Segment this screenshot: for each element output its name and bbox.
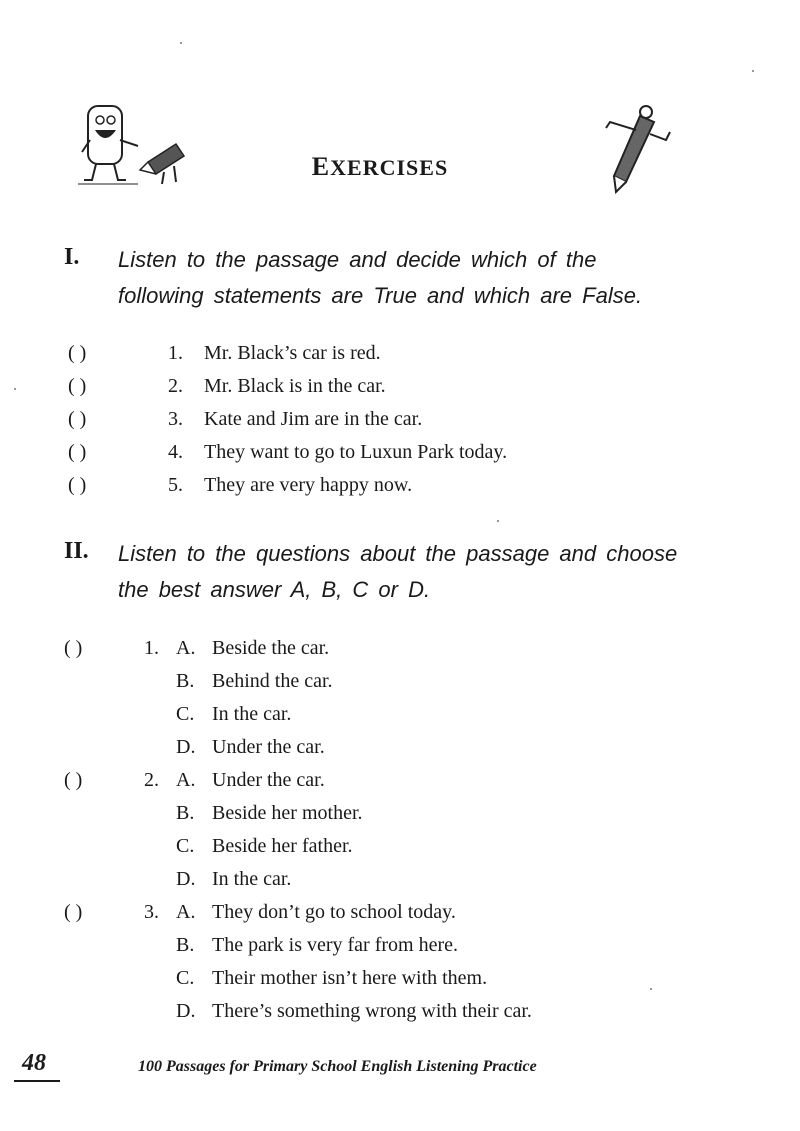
option-row [64, 863, 532, 896]
section2-instruction-line2: the best answer A, B, C or D. [118, 577, 431, 602]
option-letter: C. [176, 703, 195, 725]
answer-blank[interactable]: ( ) [64, 769, 83, 791]
scan-speck [650, 988, 652, 990]
option-text: Beside the car. [212, 637, 330, 659]
option-letter: B. [176, 934, 195, 956]
item-text: Kate and Jim are in the car. [204, 408, 423, 430]
option-letter: A. [176, 901, 196, 923]
option-letter: C. [176, 835, 195, 857]
answer-blank[interactable]: ( ) [68, 474, 87, 496]
answer-blank[interactable]: ( ) [68, 375, 87, 397]
question-number: 2. [144, 769, 159, 791]
option-letter: D. [176, 736, 196, 758]
true-false-item [68, 370, 507, 403]
option-row [64, 665, 532, 698]
question-number: 3. [144, 901, 159, 923]
option-text: Behind the car. [212, 670, 333, 692]
section2-list [64, 632, 532, 1028]
option-letter: B. [176, 802, 195, 824]
section1-instruction [118, 242, 642, 314]
option-text: In the car. [212, 703, 292, 725]
option-letter: B. [176, 670, 195, 692]
page-number-underline [14, 1080, 60, 1082]
option-letter: A. [176, 769, 196, 791]
option-letter: D. [176, 868, 196, 890]
option-row [64, 929, 532, 962]
true-false-item [68, 337, 507, 370]
section1-instruction-line2: following statements are True and which are False. [118, 283, 643, 308]
option-text: Beside her mother. [212, 802, 363, 824]
question-row [64, 632, 532, 665]
page-number: 48 [22, 1050, 46, 1076]
option-letter: D. [176, 1000, 196, 1022]
scan-speck [752, 70, 754, 72]
option-text: In the car. [212, 868, 292, 890]
answer-blank[interactable]: ( ) [68, 342, 87, 364]
option-text: Under the car. [212, 769, 325, 791]
option-text: There’s something wrong with their car. [212, 1000, 532, 1022]
option-row [64, 995, 532, 1028]
true-false-item [68, 436, 507, 469]
answer-blank[interactable]: ( ) [64, 637, 83, 659]
section1-number: I. [64, 244, 80, 270]
question-row [64, 896, 532, 929]
item-text: Mr. Black’s car is red. [204, 342, 381, 364]
option-letter: A. [176, 637, 196, 659]
pencil-illustration [600, 100, 680, 195]
option-row [64, 962, 532, 995]
option-row [64, 731, 532, 764]
true-false-item [68, 403, 507, 436]
option-row [64, 830, 532, 863]
section2-instruction [118, 536, 677, 608]
scan-speck [180, 42, 182, 44]
title-initial: E [311, 152, 331, 181]
option-row [64, 797, 532, 830]
title-rest: XERCISES [330, 155, 449, 180]
item-number: 2. [168, 375, 183, 397]
option-row [64, 698, 532, 731]
section1-list [68, 337, 507, 502]
item-text: They are very happy now. [204, 474, 413, 496]
item-number: 4. [168, 441, 183, 463]
option-text: They don’t go to school today. [212, 901, 456, 923]
item-text: They want to go to Luxun Park today. [204, 441, 508, 463]
item-text: Mr. Black is in the car. [204, 375, 386, 397]
answer-blank[interactable]: ( ) [68, 408, 87, 430]
option-letter: C. [176, 967, 195, 989]
answer-blank[interactable]: ( ) [64, 901, 83, 923]
section2-number: II. [64, 538, 89, 564]
true-false-item [68, 469, 507, 502]
option-text: Beside her father. [212, 835, 353, 857]
book-title: 100 Passages for Primary School English Listening Practice [138, 1058, 537, 1075]
option-text: Their mother isn’t here with them. [212, 967, 488, 989]
scan-speck [14, 388, 16, 390]
section1-instruction-line1: Listen to the passage and decide which of the [118, 247, 597, 272]
item-number: 1. [168, 342, 183, 364]
question-number: 1. [144, 637, 159, 659]
item-number: 5. [168, 474, 183, 496]
option-text: The park is very far from here. [212, 934, 458, 956]
section2-instruction-line1: Listen to the questions about the passage and choose [118, 541, 678, 566]
question-row [64, 764, 532, 797]
option-text: Under the car. [212, 736, 325, 758]
answer-blank[interactable]: ( ) [68, 441, 87, 463]
scan-speck [497, 520, 499, 522]
item-number: 3. [168, 408, 183, 430]
